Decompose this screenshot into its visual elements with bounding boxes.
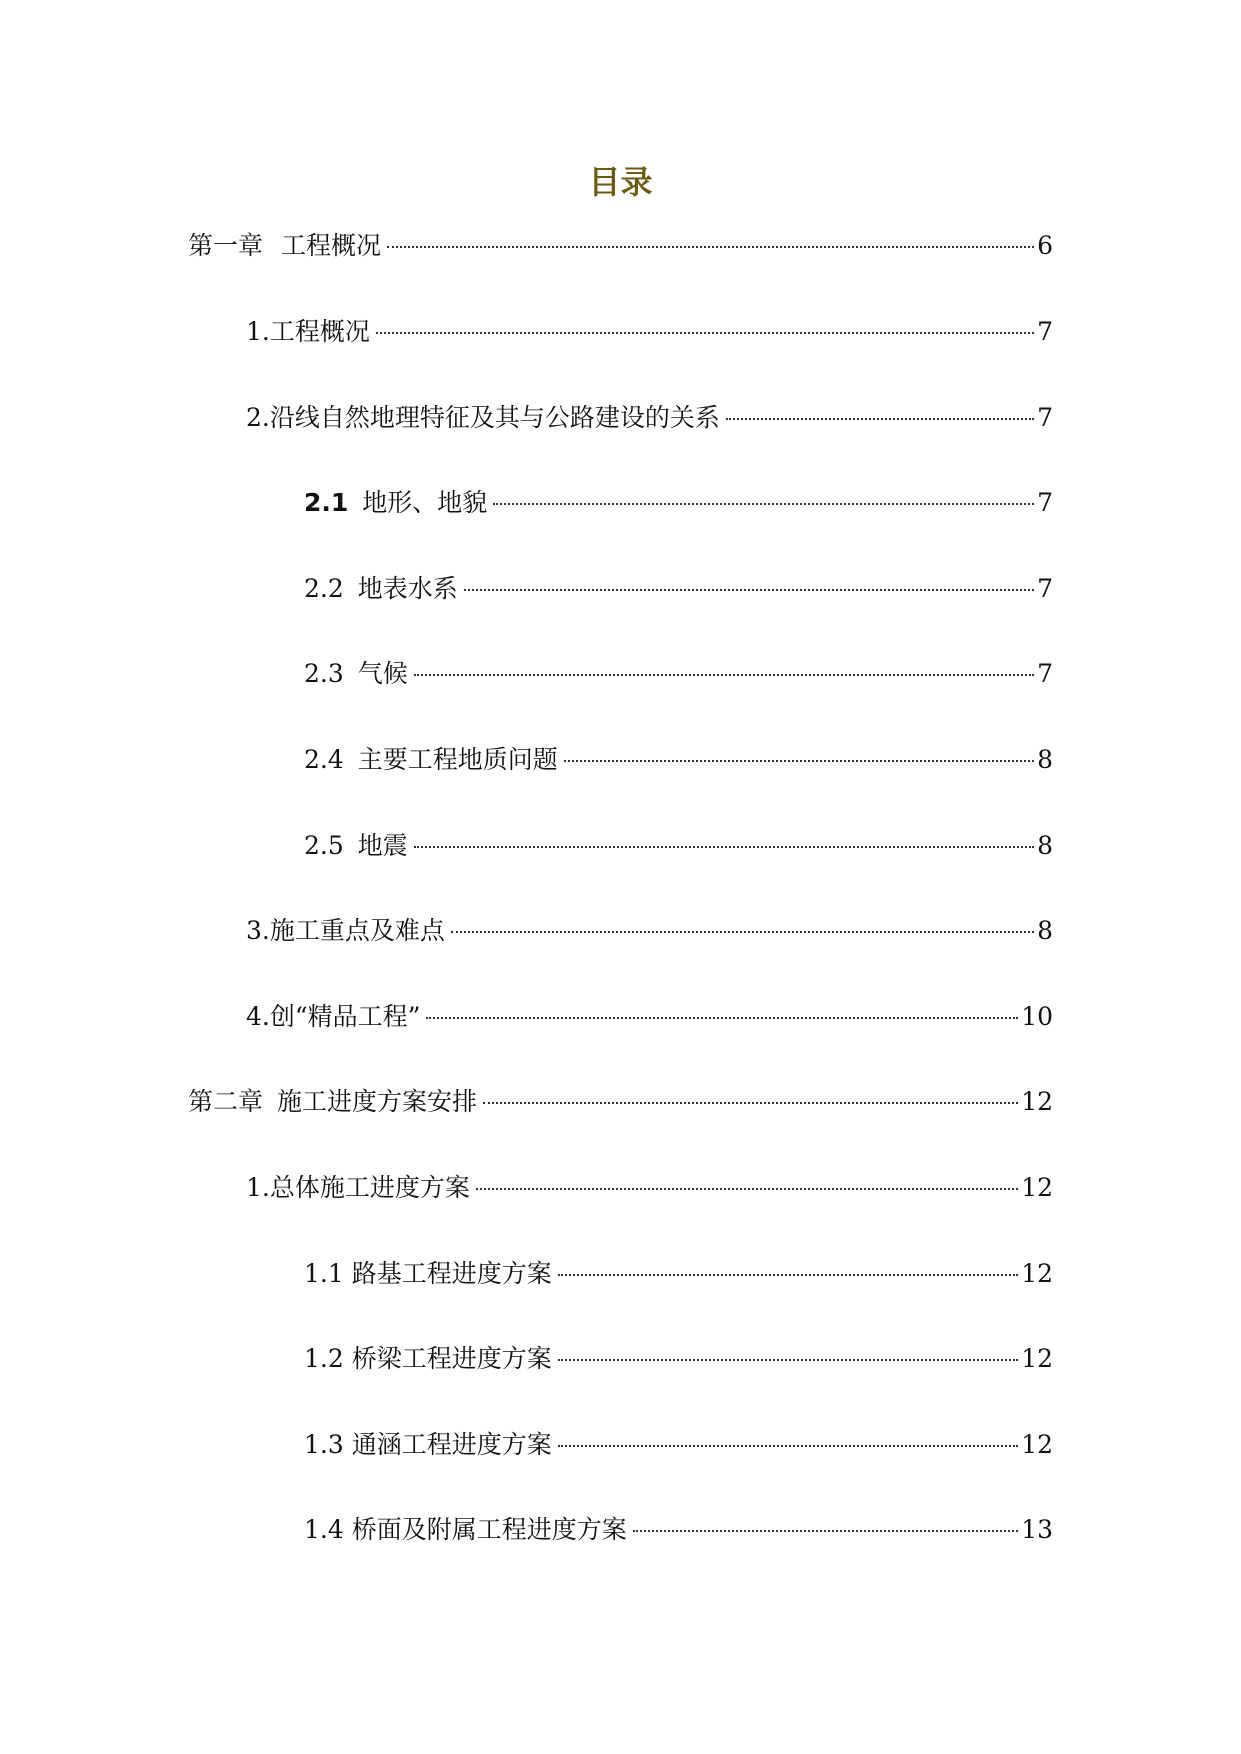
dot-leader (387, 246, 1034, 248)
toc-entry-number: 3. (246, 916, 270, 945)
toc-entry-label (246, 314, 370, 350)
toc-entry-page: 7 (1037, 488, 1053, 517)
toc-entry-page: 8 (1037, 916, 1053, 945)
toc-entry-label (246, 999, 420, 1035)
toc-entry-1[interactable] (246, 314, 1053, 350)
toc-entry-title: 通涵工程进度方案 (351, 1430, 552, 1459)
dot-leader (414, 846, 1034, 848)
toc-entry-label (304, 828, 408, 864)
toc-entry-page: 8 (1037, 831, 1053, 860)
toc-entry-label (246, 400, 720, 436)
dot-leader (493, 503, 1034, 505)
toc-entry-title: 施工进度方案安排 (277, 1087, 478, 1116)
toc-entry-label (304, 485, 487, 521)
toc-entry-title: 路基工程进度方案 (351, 1259, 552, 1288)
toc-entry-number: 1.4 (304, 1515, 344, 1544)
toc-entry-4[interactable] (246, 999, 1053, 1035)
toc-entry-title: 总体施工进度方案 (269, 1173, 470, 1202)
toc-entry-2-4[interactable] (304, 742, 1053, 778)
toc-entry-page: 12 (1021, 1344, 1053, 1373)
toc-entry-title: 地形、地貌 (362, 488, 488, 517)
toc-entry-title: 气候 (357, 659, 408, 688)
toc-entry-title: 主要工程地质问题 (357, 745, 558, 774)
dot-leader (414, 674, 1034, 676)
toc-entry-number: 1.1 (304, 1259, 344, 1288)
toc-entry-number: 1. (246, 317, 270, 346)
toc-entry-2-2[interactable] (304, 571, 1053, 607)
dot-leader (558, 1274, 1018, 1276)
dot-leader (633, 1530, 1018, 1532)
toc-entry-number: 4. (246, 1002, 270, 1031)
toc-entry-2-ch-1[interactable] (246, 1170, 1053, 1206)
toc-entry-page: 13 (1021, 1515, 1053, 1544)
toc-entry-number: 第一章 (188, 231, 264, 260)
toc-entry-number: 第二章 (188, 1087, 264, 1116)
toc-entry-title: 地表水系 (357, 574, 458, 603)
toc-entry-page: 12 (1021, 1087, 1053, 1116)
toc-entry-label (188, 1084, 477, 1120)
toc-entry-number: 1.2 (304, 1344, 344, 1373)
toc-entry-page: 7 (1037, 574, 1053, 603)
dot-leader (476, 1188, 1018, 1190)
toc-entry-label (304, 742, 558, 778)
toc-entry-label (304, 656, 408, 692)
toc-entry-title: 地震 (357, 831, 408, 860)
toc-entry-2-ch-1-2[interactable] (304, 1341, 1053, 1377)
toc-entry-page: 12 (1021, 1430, 1053, 1459)
toc-entry-label (188, 228, 381, 264)
toc-entry-page: 7 (1037, 403, 1053, 432)
toc-entry-number: 2.3 (304, 659, 344, 688)
dot-leader (464, 589, 1034, 591)
toc-entry-2-ch-1-3[interactable] (304, 1427, 1053, 1463)
toc-entry-label (304, 571, 458, 607)
toc-entry-page: 10 (1021, 1002, 1053, 1031)
dot-leader (426, 1017, 1018, 1019)
dot-leader (558, 1445, 1018, 1447)
toc-entry-page: 7 (1037, 659, 1053, 688)
toc-entry-label (304, 1341, 552, 1377)
toc-entry-label (246, 913, 445, 949)
toc-entry-title: 施工重点及难点 (269, 916, 445, 945)
toc-entry-title: 工程概况 (269, 317, 370, 346)
toc-entry-number: 2.2 (304, 574, 344, 603)
toc-entry-chapter-1[interactable] (188, 228, 1053, 264)
dot-leader (564, 760, 1034, 762)
dot-leader (483, 1102, 1018, 1104)
toc-entry-title: 桥面及附属工程进度方案 (351, 1515, 627, 1544)
toc-entry-2-1[interactable] (304, 485, 1053, 521)
toc-entry-3[interactable] (246, 913, 1053, 949)
dot-leader (376, 332, 1034, 334)
toc-entry-number: 1. (246, 1173, 270, 1202)
toc-entry-title: 沿线自然地理特征及其与公路建设的关系 (269, 403, 720, 432)
toc-entry-2-ch-1-4[interactable] (304, 1512, 1053, 1548)
toc-entry-number: 2. (246, 403, 270, 432)
toc-entry-title: 创“精品工程” (269, 1002, 421, 1031)
toc-entry-page: 12 (1021, 1173, 1053, 1202)
toc-entry-label (304, 1512, 627, 1548)
toc-entry-number: 2.1 (304, 488, 349, 517)
toc-entry-page: 6 (1037, 231, 1053, 260)
dot-leader (558, 1359, 1018, 1361)
toc-entry-number: 2.5 (304, 831, 344, 860)
dot-leader (726, 418, 1034, 420)
toc-entry-2[interactable] (246, 400, 1053, 436)
toc-entry-number: 2.4 (304, 745, 344, 774)
dot-leader (451, 931, 1034, 933)
toc-entry-page: 7 (1037, 317, 1053, 346)
toc-entry-title: 桥梁工程进度方案 (351, 1344, 552, 1373)
toc-entry-chapter-2[interactable] (188, 1084, 1053, 1120)
toc-entry-2-5[interactable] (304, 828, 1053, 864)
toc-entry-page: 12 (1021, 1259, 1053, 1288)
toc-entry-number: 1.3 (304, 1430, 344, 1459)
toc-entry-title: 工程概况 (281, 231, 382, 260)
toc-title: 目录 (588, 163, 653, 201)
toc-entry-page: 8 (1037, 745, 1053, 774)
toc-entry-label (304, 1256, 552, 1292)
toc-entry-label (246, 1170, 470, 1206)
toc-entry-2-3[interactable] (304, 656, 1053, 692)
toc-entry-2-ch-1-1[interactable] (304, 1256, 1053, 1292)
toc-entry-label (304, 1427, 552, 1463)
